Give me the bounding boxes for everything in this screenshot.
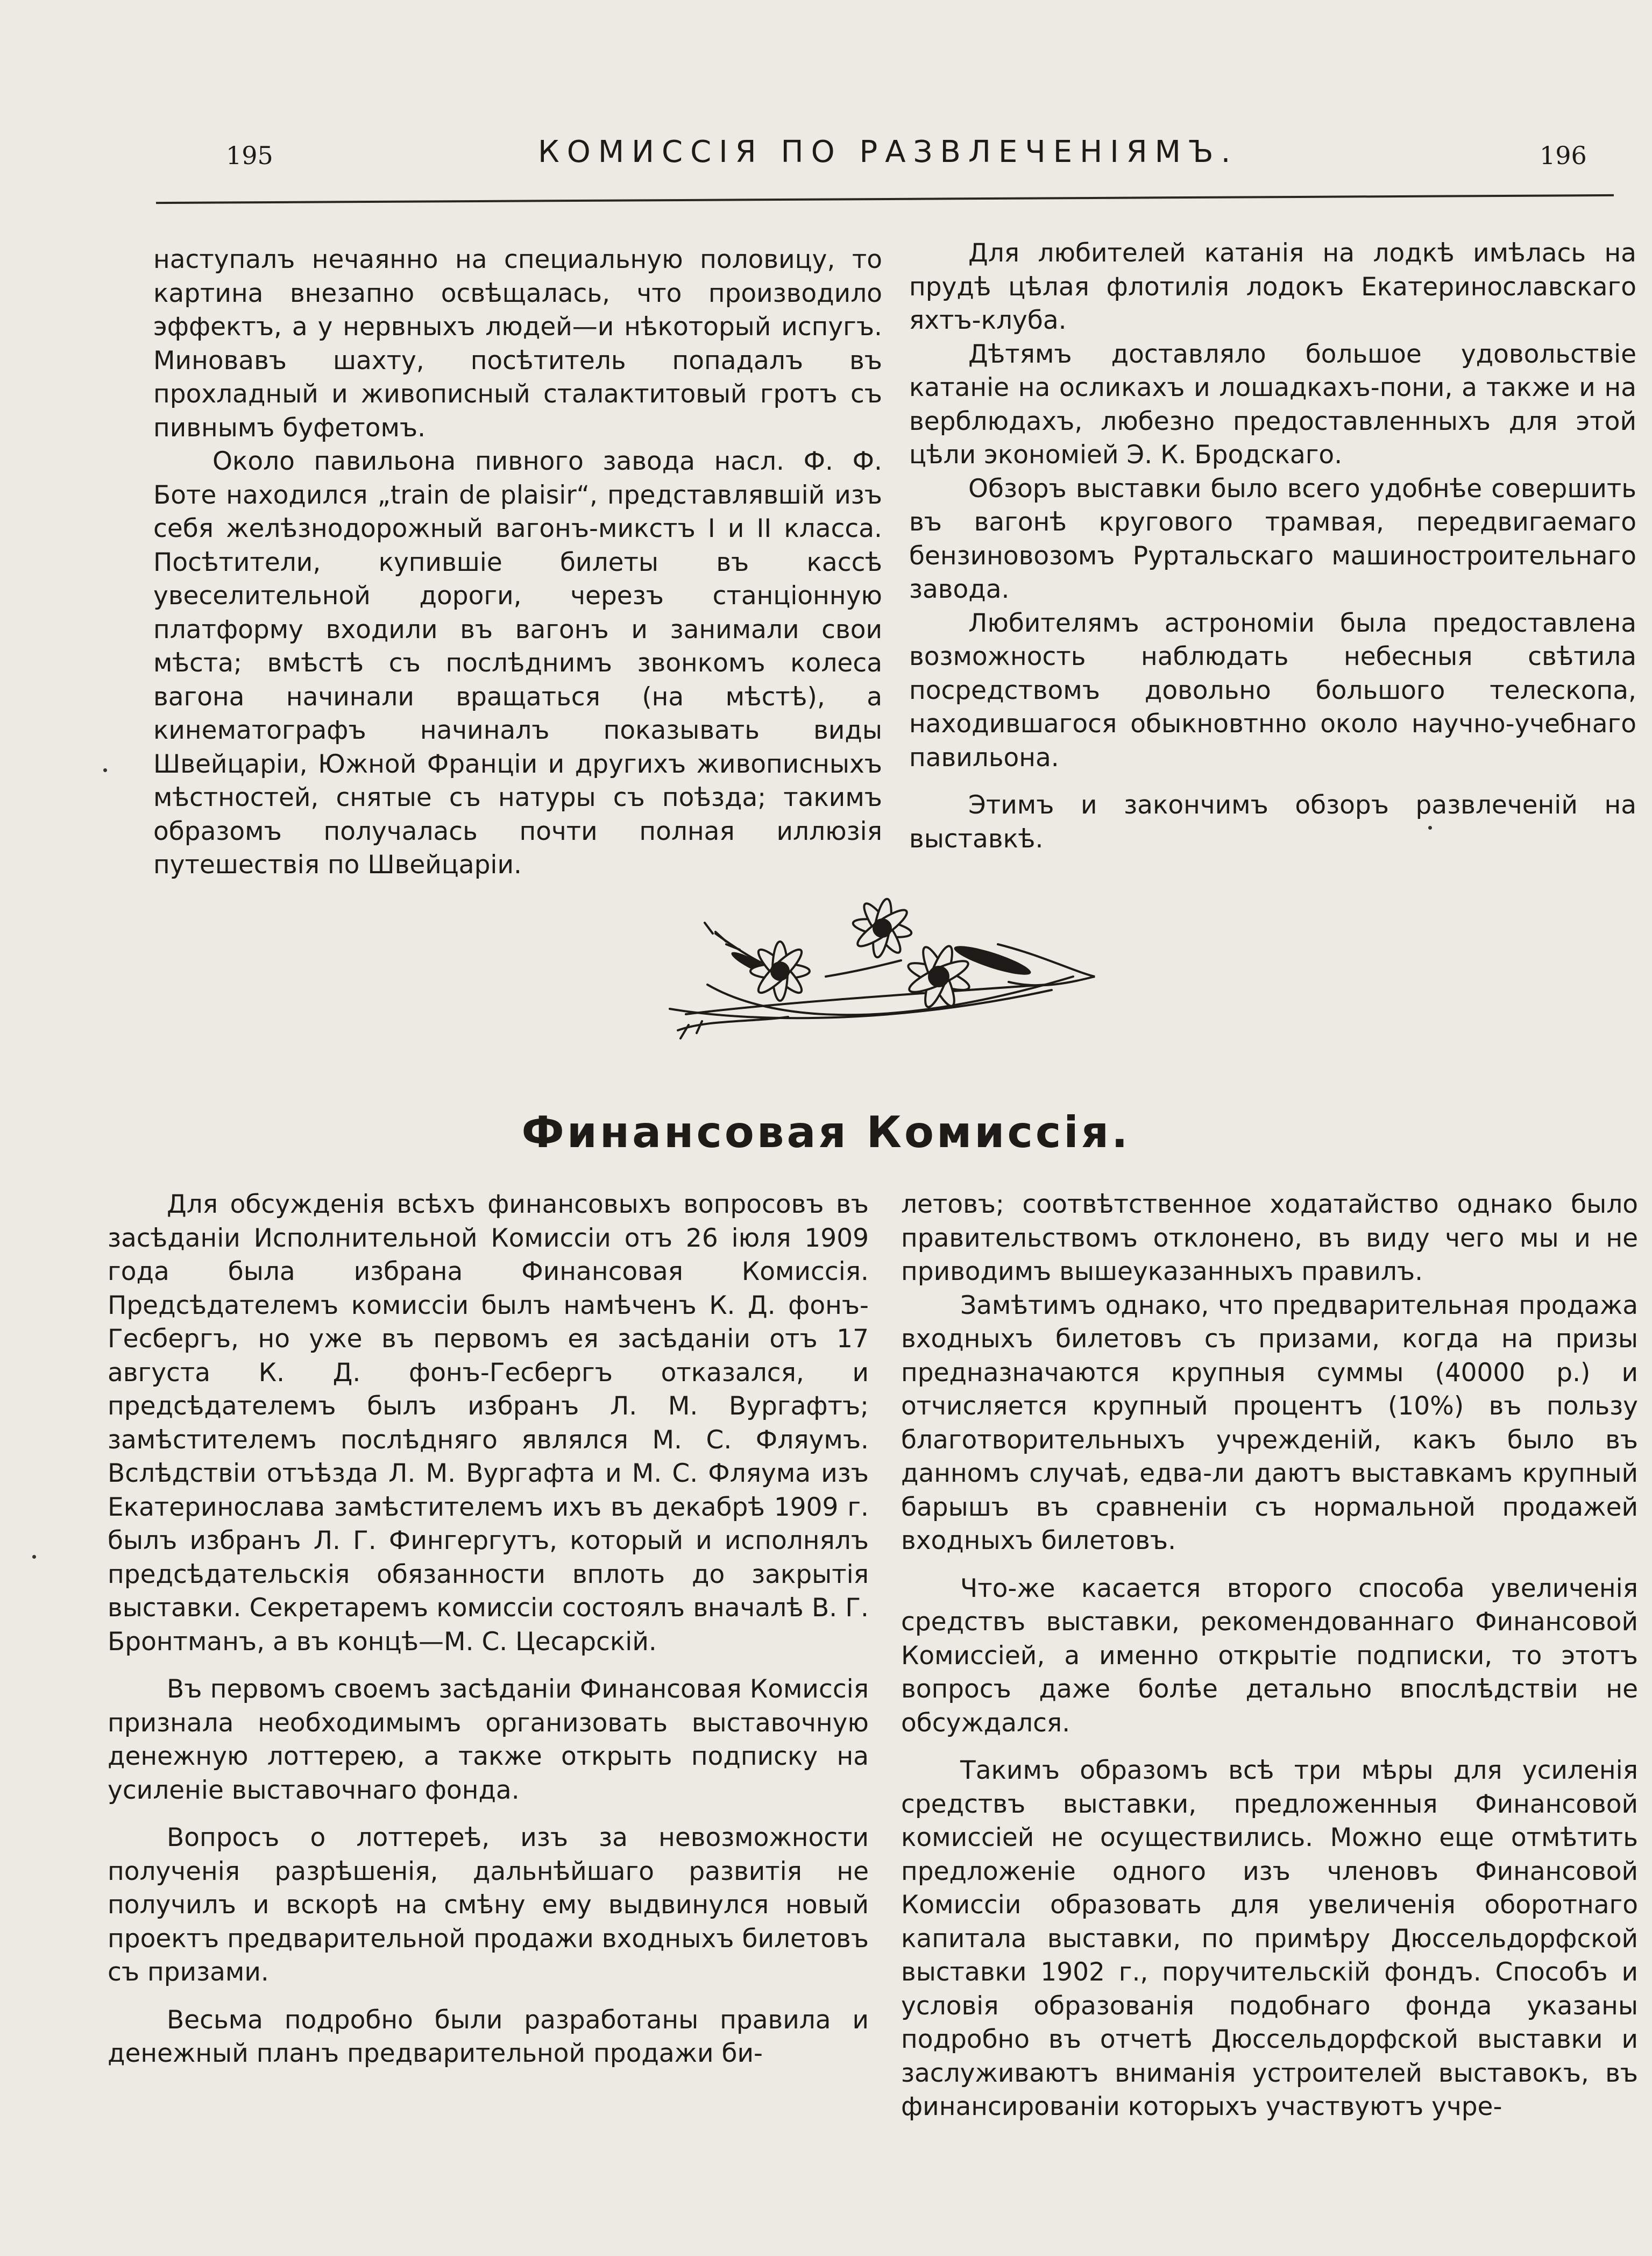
floral-ornament xyxy=(664,896,1105,1057)
paragraph: Что-же касается второго способа увеличенія средствъ выставки, рекомендованнаго Финансовой Комиссіей, а именно открытіе подписки, то этотъ вопросъ даже болѣе детально впослѣдствіи не обсуждался. xyxy=(901,1573,1638,1738)
paragraph: наступалъ нечаянно на специальную половицу, то картина внезапно освѣщалась, что производило эффектъ, а у нервныхъ людей—и нѣкоторый испугъ. Миновавъ шахту, посѣтитель попадалъ въ прохладный и живописный сталактитовый гротъ съ пивнымъ буфетомъ. xyxy=(153,245,882,443)
paragraph: Замѣтимъ однако, что предварительная продажа входныхъ билетовъ съ призами, когда на призы предназначаются крупныя суммы (40000 р.) и отчисляется крупный процентъ (10%) въ пользу благотворительныхъ учрежденій, какъ было въ данномъ случаѣ, едва-ли даютъ выставкамъ крупный барышъ въ сравненіи съ нормальной продажей входныхъ билетовъ. xyxy=(901,1290,1638,1555)
bottom-left-column xyxy=(108,1188,869,2071)
paper-speck xyxy=(1428,826,1432,830)
page-header xyxy=(0,135,1652,194)
top-left-column xyxy=(153,243,882,882)
section-title: Финансовая Комиссія. xyxy=(521,1107,1131,1157)
page-number-left: 195 xyxy=(226,141,273,170)
running-title: КОМИССІЯ ПО РАЗВЛЕЧЕНІЯМЪ. xyxy=(538,135,1238,169)
paragraph: Весьма подробно были разработаны правила и денежный планъ предварительной продажи би- xyxy=(108,2005,869,2068)
paragraph: Этимъ и закончимъ обзоръ развлеченій на выставкѣ. xyxy=(909,790,1636,854)
header-rule xyxy=(156,194,1614,204)
paragraph: Вопросъ о лоттереѣ, изъ за невозможности полученія разрѣшенія, дальнѣйшаго развитія не получилъ и вскорѣ на смѣну ему выдвинулся новый проектъ предварительной продажи входныхъ билетовъ съ призами. xyxy=(108,1823,869,1987)
page-number-right: 196 xyxy=(1540,141,1587,170)
paragraph: Обзоръ выставки было всего удобнѣе совершить въ вагонѣ кругового трамвая, передвигаемаго бензиновозомъ Руртальскаго машиностроительнаго завода. xyxy=(909,473,1636,604)
paragraph: Для обсужденія всѣхъ финансовыхъ вопросовъ въ засѣданіи Исполнительной Комиссіи отъ 26 іюля 1909 года была избрана Финансовая Комиссія. Предсѣдателемъ комиссіи былъ намѣченъ К. Д. фонъ-Гесбергъ, но уже въ первомъ ея засѣданіи отъ 17 августа К. Д. фонъ-Гесбергъ отказался, и предсѣдателемъ былъ избранъ Л. М. Вургафтъ; замѣстителемъ послѣдняго являлся М. С. Фляумъ. Вслѣдствіи отъѣзда Л. М. Вургафта и М. С. Фляума изъ Екатеринослава замѣстителемъ ихъ въ декабрѣ 1909 г. былъ избранъ Л. Г. Фингергутъ, который и исполнялъ предсѣдательскія обязанности вплоть до закрытія выставки. Секретаремъ комиссіи состоялъ вначалѣ В. Г. Бронтманъ, а въ концѣ—М. С. Цесарскій. xyxy=(108,1190,869,1657)
paragraph: Въ первомъ своемъ засѣданіи Финансовая Комиссія признала необходимымъ организовать выставочную денежную лоттерею, а также открыть подписку на усиленіе выставочнаго фонда. xyxy=(108,1674,869,1805)
paper-speck xyxy=(32,1555,36,1559)
bottom-right-column xyxy=(901,1188,1638,2124)
paragraph: Для любителей катанія на лодкѣ имѣлась на прудѣ цѣлая флотилія лодокъ Екатеринославскаго яхтъ-клуба. xyxy=(909,238,1636,335)
paragraph: Около павильона пивного завода насл. Ф. Ф. Боте находился „train de plaisir“, представлявшій изъ себя желѣзнодорожный вагонъ-микстъ I и II класса. Посѣтители, купившіе билеты въ кассѣ увеселительной дороги, черезъ станціонную платформу входили въ вагонъ и занимали свои мѣста; вмѣстѣ съ послѣднимъ звонкомъ колеса вагона начинали вращаться (на мѣстѣ), а кинематографъ начиналъ показывать виды Швейцаріи, Южной Франціи и другихъ живописныхъ мѣстностей, снятые съ натуры съ поѣзда; такимъ образомъ получалась почти полная иллюзія путешествія по Швейцаріи. xyxy=(153,447,882,880)
top-right-column xyxy=(909,237,1636,856)
paragraph: летовъ; соотвѣтственное ходатайство однако было правительствомъ отклонено, въ виду чего мы и не приводимъ вышеуказанныхъ правилъ. xyxy=(901,1190,1638,1286)
paragraph: Любителямъ астрономіи была предоставлена возможность наблюдать небесныя свѣтила посредствомъ довольно большого телескопа, находившагося обыкновтнно около научно-учебнаго павильона. xyxy=(909,608,1636,773)
paper-speck xyxy=(103,768,107,772)
paragraph: Дѣтямъ доставляло большое удовольствіе катаніе на осликахъ и лошадкахъ-пони, а также и на верблюдахъ, любезно предоставленныхъ для этой цѣли экономіей Э. К. Бродскаго. xyxy=(909,339,1636,470)
paragraph: Такимъ образомъ всѣ три мѣры для усиленія средствъ выставки, предложенныя Финансовой комиссіей не осуществились. Можно еще отмѣтить предложеніе одного изъ членовъ Финансовой Комиссіи образовать для увеличенія оборотнаго капитала выставки, по примѣру Дюссельдорфской выставки 1902 г., поручительскій фондъ. Способъ и условія образованія подобнаго фонда указаны подробно въ отчетѣ Дюссельдорфской выставки и заслуживаютъ вниманія устроителей выставокъ, въ финансированіи которыхъ участвуютъ учре- xyxy=(901,1756,1638,2121)
